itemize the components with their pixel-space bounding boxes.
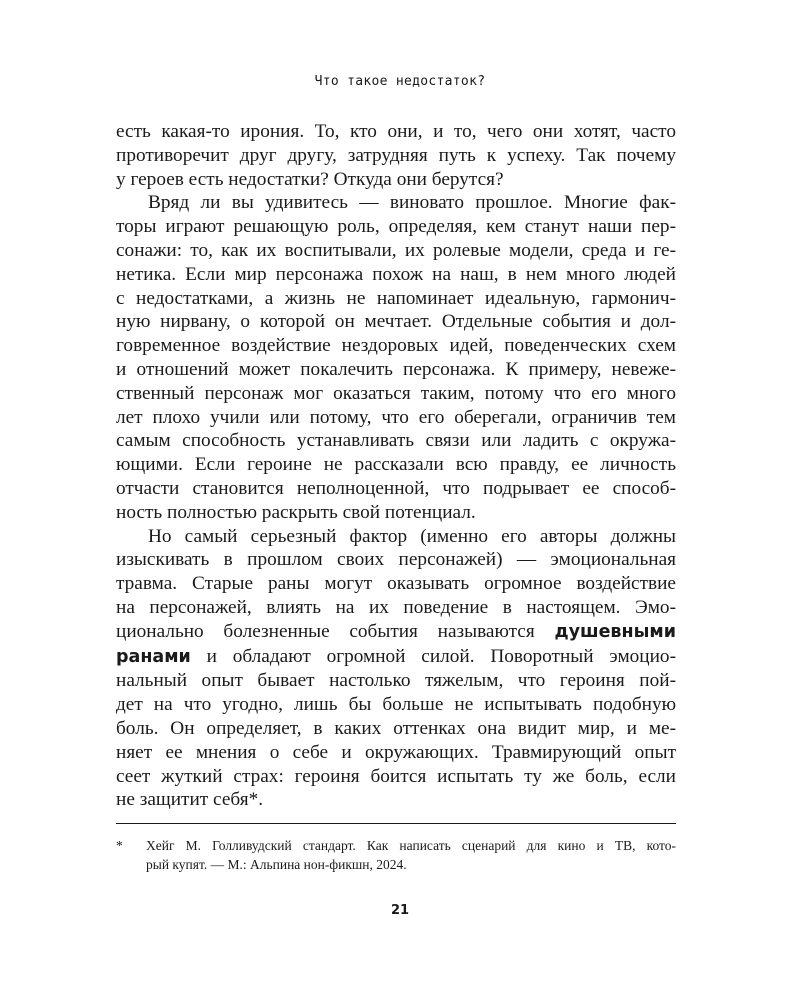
text-line: Но самый серьезный фактор (именно его авторы должны (148, 525, 676, 547)
page-number: 21 (390, 903, 410, 918)
text-line: торы играют решающую роль, определяя, кем станут наши пер- (116, 216, 676, 238)
text-line: нетика. Если мир персонажа похож на наш, в нем много людей (116, 263, 676, 285)
text-line: сеет жуткий страх: героиня боится испытать ту же боль, если (116, 765, 676, 787)
text-line: отчасти становится неполноценной, что подрывает ее способ- (116, 477, 676, 499)
text-line: не защитит себя*. (116, 789, 264, 811)
text-line: Вряд ли вы удивитесь — виновато прошлое. Многие фак- (148, 192, 676, 214)
bold-term: ранами (116, 646, 191, 667)
text-line: няет ее мнения о себе и окружающих. Травмирующий опыт (116, 741, 676, 763)
text-line: самым способность устанавливать связи или ладить с окружа- (116, 430, 676, 452)
text-segment: и обладают огромной силой. Поворотный эмоцио- (206, 645, 676, 667)
text-line-with-term (116, 645, 676, 670)
text-line: дет на что угодно, лишь бы больше не испытывать подобную (116, 694, 676, 716)
text-line: ность полностью раскрыть свой потенциал. (116, 501, 476, 523)
text-line-with-term (116, 620, 676, 645)
text-line: на персонажей, влиять на их поведение в настоящем. Эмо- (116, 596, 676, 618)
footnote-divider (116, 823, 676, 824)
footnote-body (146, 836, 676, 874)
text-line: изыскивать в прошлом своих персонажей) — эмоциональная (116, 549, 676, 571)
text-line: травма. Старые раны могут оказывать огромное воздействие (116, 573, 676, 595)
text-line: говременное воздействие нездоровых идей, поведенческих схем (116, 335, 676, 357)
text-line: нальный опыт бывает настолько тяжелым, что героиня пой- (116, 670, 676, 692)
text-line: есть какая-то ирония. То, кто они, и то, чего они хотят, часто (116, 121, 676, 142)
body-text (116, 120, 676, 812)
text-line: и отношений может покалечить персонажа. К примеру, невеже- (116, 358, 676, 380)
text-line: лет плохо учили или потому, что его оберегали, ограничив тем (116, 406, 676, 428)
footnote-line: рый купят. — М.: Альпина нон-фикшн, 2024. (146, 857, 407, 872)
text-line: ную нирвану, о которой он мечтает. Отдельные события и дол- (116, 311, 676, 333)
running-head: Что такое недостаток? (314, 74, 486, 89)
text-line: ственный персонаж мог оказаться таким, потому что его много (116, 382, 676, 404)
text-segment: ционально болезненные события называются (116, 620, 535, 642)
text-line: ющими. Если героине не рассказали всю правду, ее личность (116, 454, 676, 476)
footnote-line: Хейг М. Голливудский стандарт. Как написать сценарий для кино и ТВ, кото- (146, 838, 676, 853)
text-line: противоречит друг другу, затрудняя путь к успеху. Так почему (116, 144, 676, 166)
text-line: боль. Он определяет, в каких оттенках она видит мир, и ме- (116, 717, 676, 739)
text-line: у героев есть недостатки? Откуда они берутся? (116, 168, 504, 190)
footnote (116, 836, 676, 874)
bold-term: душевными (554, 621, 676, 642)
footnote-marker: * (116, 838, 123, 853)
text-line: с недостатками, а жизнь не напоминает идеальную, гармонич- (116, 287, 676, 309)
text-line: сонажи: то, как их воспитывали, их ролевые модели, среда и ге- (116, 239, 676, 261)
